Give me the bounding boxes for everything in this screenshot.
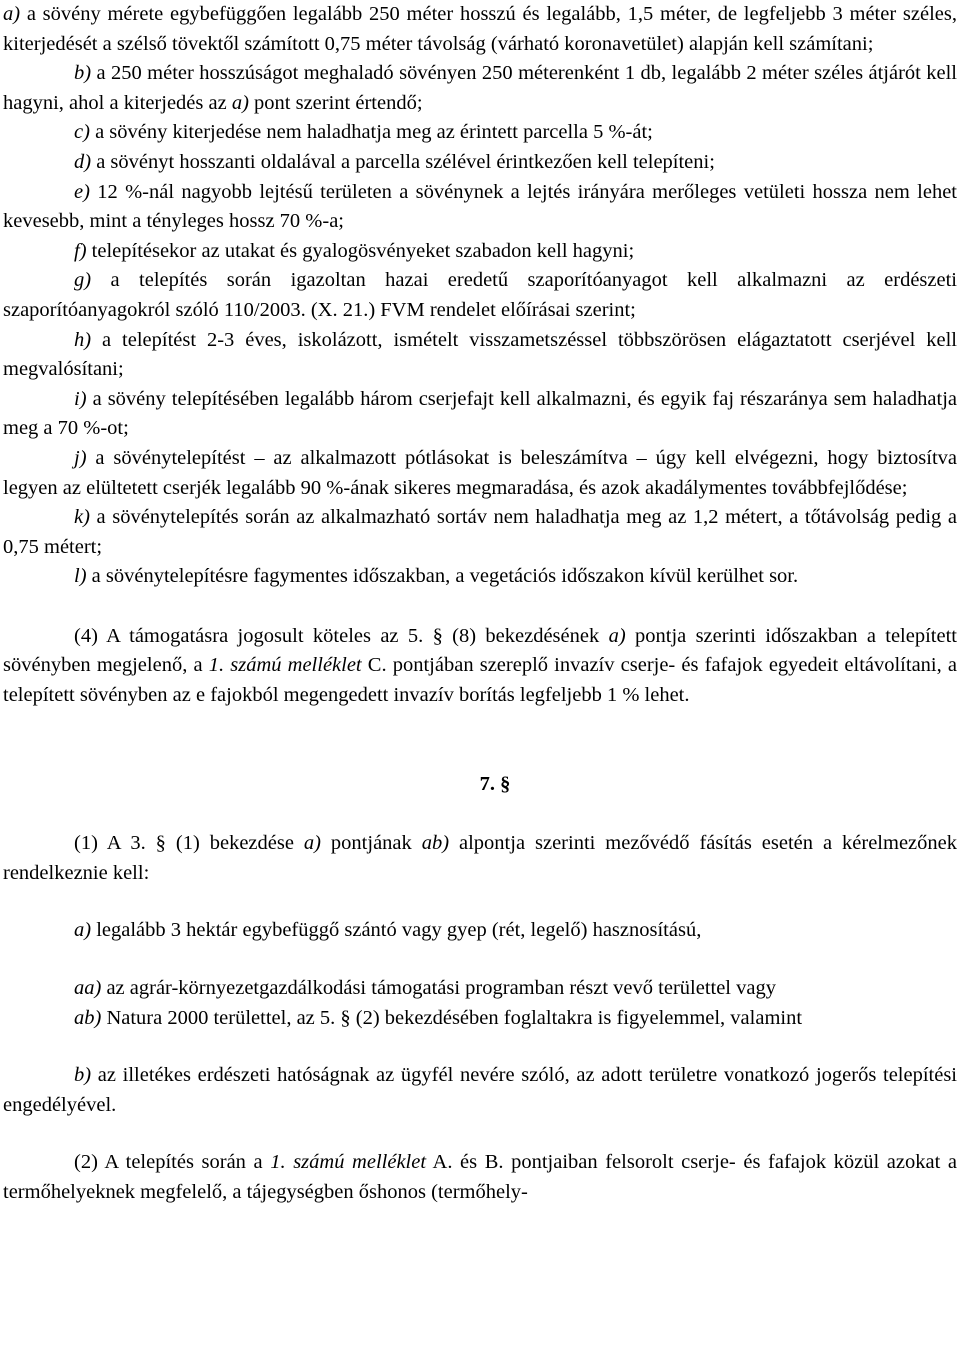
- section-7-item-a: [3, 916, 957, 946]
- item-ref: a): [608, 624, 626, 647]
- item-text: telepítésekor az utakat és gyalogösvényeket szabadon kell hagyni;: [86, 239, 635, 262]
- item-text: az agrár-környezetgazdálkodási támogatási programban részt vevő területtel vagy: [101, 977, 776, 1000]
- item-label: a): [74, 919, 92, 942]
- item-label: b): [74, 62, 92, 85]
- item-c: [3, 118, 957, 148]
- item-label: h): [74, 328, 92, 351]
- section-7-item-b: [3, 1061, 957, 1120]
- item-e: [3, 178, 957, 237]
- item-d: [3, 148, 957, 178]
- item-l: [3, 562, 957, 592]
- item-label: i): [74, 387, 87, 410]
- item-g: [3, 266, 957, 325]
- item-label: j): [74, 446, 87, 469]
- item-k: [3, 503, 957, 562]
- item-b: [3, 59, 957, 118]
- item-label: a): [3, 3, 21, 25]
- item-f: [3, 237, 957, 267]
- item-text: a sövénytelepítésre fagymentes időszakban, a vegetációs időszakon kívül kerülhet sor.: [86, 565, 799, 588]
- annex-ref: 1. számú melléklet: [208, 654, 362, 677]
- item-text: a sövénytelepítést – az alkalmazott pótlásokat is beleszámítva – úgy kell elvégezni, hogy biztosítva legyen az elültetett cserjék legalább 90 %-ának sikeres megmaradása, és azok akadálymentes továbbfejlődése;: [3, 446, 957, 499]
- item-label: k): [74, 506, 90, 529]
- item-text: 12 %-nál nagyobb lejtésű területen a sövénynek a lejtés irányára merőleges vetületi hossza nem lehet kevesebb, mint a tényleges hossz 70 %-a;: [3, 180, 957, 233]
- section-7-paragraph-2: (2) A telepítés során a 1. számú melléklet A. és B. pontjaiban felsorolt cserje- és fafajok közül azokat a termőhelyeknek megfelelő, a tájegységben őshonos (termőhely-: [3, 1151, 957, 1203]
- item-label: ab): [74, 1006, 102, 1029]
- section-heading: 7. §: [479, 772, 511, 795]
- item-label: b): [74, 1064, 92, 1087]
- item-a: [3, 0, 957, 59]
- item-ref: ab): [421, 832, 450, 855]
- item-label: e): [74, 180, 90, 203]
- item-text: a sövény kiterjedése nem haladhatja meg az érintett parcella 5 %-át;: [89, 121, 653, 144]
- section-7-paragraph-1: (1) A 3. § (1) bekezdése a) pontjának ab) alpontja szerinti mezővédő fásítás esetén a kérelmezőnek rendelkeznie kell:: [3, 832, 957, 884]
- item-label: l): [74, 565, 87, 588]
- section-7-item-ab: [3, 1004, 957, 1034]
- document-page: [3, 0, 957, 1208]
- item-text: a telepítést 2-3 éves, iskolázott, ismételt visszametszéssel többszörösen elágaztatott cserjével kell megvalósítani;: [3, 328, 957, 381]
- item-h: [3, 326, 957, 385]
- item-text: a telepítés során igazoltan hazai eredetű szaporítóanyagot kell alkalmazni az erdészeti szaporítóanyagokról szóló 110/2003. (X. 21.) FVM rendelet előírásai szerint;: [3, 269, 957, 321]
- item-label: c): [74, 121, 90, 144]
- item-label: f): [74, 239, 87, 262]
- item-text: Natura 2000 területtel, az 5. § (2) bekezdésében foglaltakra is figyelemmel, valamint: [101, 1006, 803, 1029]
- item-text: a sövényt hosszanti oldalával a parcella szélével érintkezően kell telepíteni;: [91, 150, 715, 173]
- item-j: [3, 444, 957, 503]
- annex-ref: 1. számú melléklet: [270, 1151, 427, 1174]
- item-ref: a): [231, 91, 249, 114]
- item-text: pont szerint értendő;: [248, 91, 423, 114]
- item-text: az illetékes erdészeti hatóságnak az ügyfél nevére szóló, az adott területre vonatkozó jogerős telepítési engedélyével.: [3, 1064, 957, 1116]
- paragraph-4: (4) A támogatásra jogosult köteles az 5. § (8) bekezdésének a) pontja szerinti időszakban a telepített sövényben megjelenő, a 1. számú melléklet C. pontjában szereplő invazív cserje- és fafajok egyedeit eltávolítani, a telepített sövényben az e fajokból megengedett invazív borítás legfeljebb 1 % lehet.: [3, 624, 957, 707]
- item-text: a sövény mérete egybefüggően legalább 250 méter hosszú és legalább, 1,5 méter, de legfeljebb 3 méter széles, kiterjedését a szélső tövektől számított 0,75 méter távolság (várható koronavetület) alapján kell számítani;: [3, 3, 957, 55]
- item-ref: a): [303, 832, 321, 855]
- item-text: a sövénytelepítés során az alkalmazható sortáv nem haladhatja meg az 1,2 métert, a tőtávolság pedig a 0,75 métert;: [3, 506, 957, 558]
- item-label: g): [74, 269, 92, 292]
- item-text: a sövény telepítésében legalább három cserjefajt kell alkalmazni, és egyik faj részaránya sem haladhatja meg a 70 %-ot;: [3, 387, 957, 440]
- item-text: a 250 méter hosszúságot meghaladó sövényen 250 méterenként 1 db, legalább 2 méter széles átjárót kell hagyni, ahol a kiterjedés az: [3, 62, 957, 114]
- item-i: [3, 385, 957, 444]
- item-label: d): [74, 150, 92, 173]
- item-label: aa): [74, 977, 102, 1000]
- section-7-item-aa: [3, 974, 957, 1004]
- item-text: legalább 3 hektár egybefüggő szántó vagy gyep (rét, legelő) hasznosítású,: [91, 919, 702, 942]
